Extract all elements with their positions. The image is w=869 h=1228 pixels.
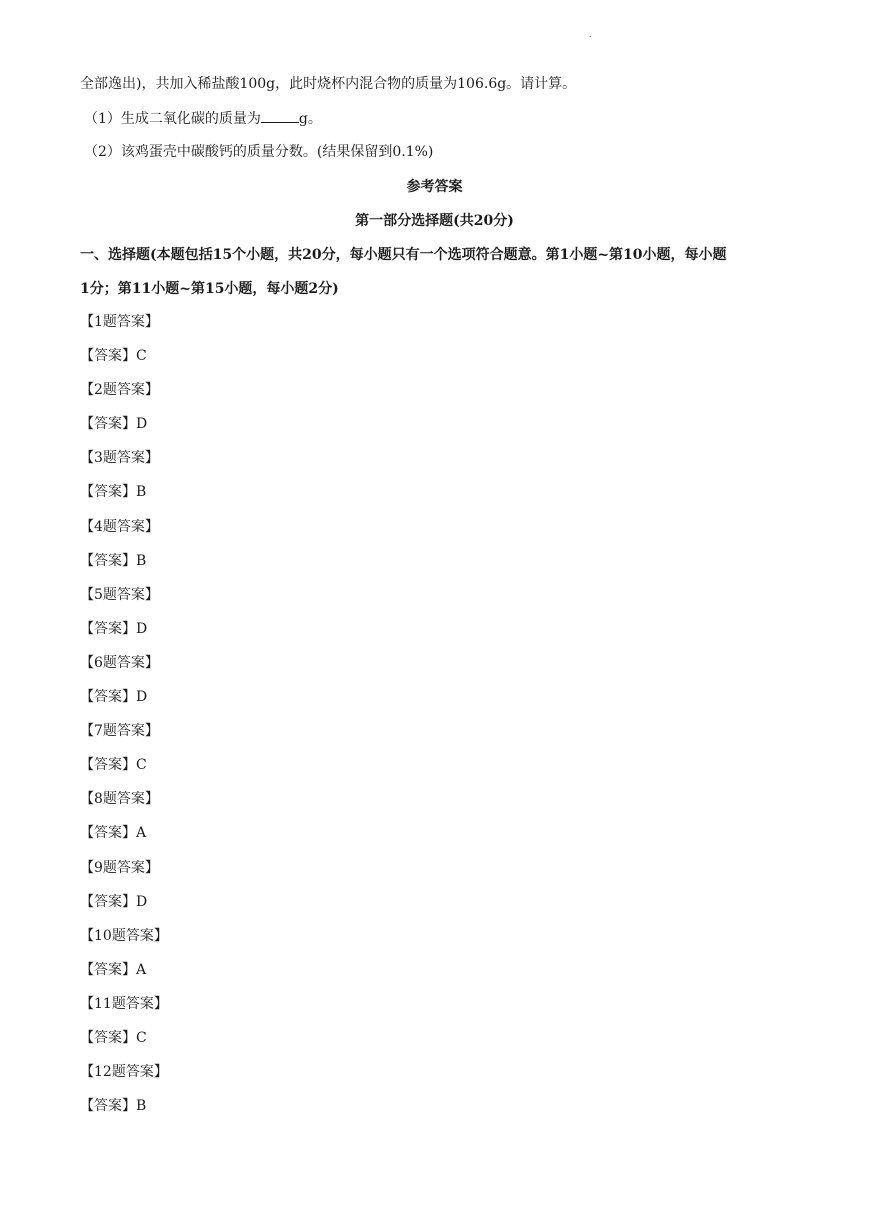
answer-heading: 【11题答案】 <box>80 995 168 1012</box>
answer-value: 【答案】D <box>80 620 148 637</box>
answer-heading: 【8题答案】 <box>80 791 159 808</box>
answer-heading: 【9题答案】 <box>80 859 159 876</box>
answer-value: 【答案】A <box>80 825 147 842</box>
answer-heading: 【12题答案】 <box>80 1064 168 1081</box>
answer-heading: 【3题答案】 <box>80 450 159 467</box>
answer-value: 【答案】C <box>80 757 147 774</box>
part-one-title: 第一部分选择题(共20分) <box>355 213 514 229</box>
section-instruction-line-2: 1分；第11小题~第15小题，每小题2分) <box>80 281 339 297</box>
question-continuation-text: 全部逸出)，共加入稀盐酸100g，此时烧杯内混合物的质量为106.6g。请计算。 <box>80 76 577 92</box>
answer-list <box>80 312 480 1130</box>
answer-value: 【答案】B <box>80 484 147 501</box>
answer-value: 【答案】C <box>80 1029 147 1046</box>
header-mark: . <box>589 30 592 39</box>
answer-heading: 【1题答案】 <box>80 314 159 330</box>
answer-value: 【答案】A <box>80 961 147 978</box>
question-part-1 <box>84 108 322 129</box>
question-part-2: （2）该鸡蛋壳中碳酸钙的质量分数。(结果保留到0.1%) <box>84 144 434 160</box>
answer-value: 【答案】D <box>80 893 148 910</box>
answer-blank <box>261 108 299 123</box>
answer-value: 【答案】D <box>80 689 148 706</box>
answer-value: 【答案】B <box>80 552 147 569</box>
question-part-1-unit: g。 <box>298 111 322 127</box>
answer-heading: 【10题答案】 <box>80 927 168 944</box>
section-instruction-line-1: 一、选择题(本题包括15个小题，共20分，每小题只有一个选项符合题意。第1小题~第10小题，每小题 <box>80 247 727 263</box>
answer-value: 【答案】B <box>80 1098 147 1115</box>
answer-section-title: 参考答案 <box>406 179 463 195</box>
answer-heading: 【5题答案】 <box>80 586 159 603</box>
answer-heading: 【2题答案】 <box>80 382 159 399</box>
answer-heading: 【4题答案】 <box>80 518 159 535</box>
question-part-1-text: （1）生成二氧化碳的质量为 <box>84 111 261 127</box>
answer-value: 【答案】D <box>80 416 148 433</box>
answer-heading: 【6题答案】 <box>80 654 159 671</box>
answer-heading: 【7题答案】 <box>80 723 159 740</box>
answer-value: 【答案】C <box>80 348 147 365</box>
